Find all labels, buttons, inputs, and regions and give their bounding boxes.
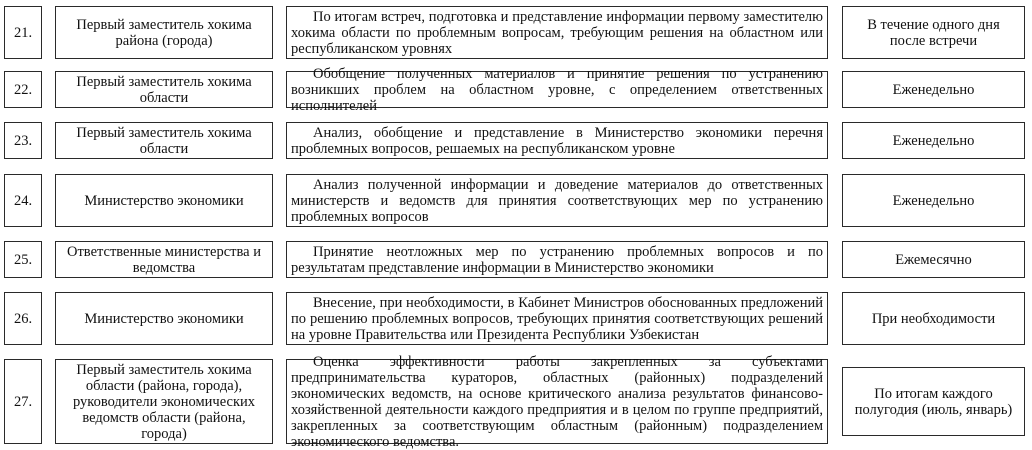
row-number: 27. (4, 359, 42, 444)
action-text: Оценка эффективности работы закрепленных за субъектами предпринимательства кураторов, областных (районных) подразделений экономических ведомств, на основе критического анализа результатов финансово-хозяйственной деятельности каждого предприятия и в целом по группе предприятий, закрепленных за соответствующим областным (районным) подразделением экономического ведомства. (291, 353, 823, 450)
row-number: 26. (4, 292, 42, 345)
action-text: Анализ, обобщение и представление в Министерство экономики перечня проблемных вопросов, решаемых на республиканском уровне (291, 124, 823, 157)
table-row-22 (0, 65, 1032, 114)
action-cell (286, 353, 828, 450)
responsible-cell: Первый заместитель хокима области (55, 71, 273, 108)
action-text: Внесение, при необходимости, в Кабинет Министров обоснованных предложений по решению проблемных вопросов, требующих принятия соответствующих решений на уровне Правительства или Президента Республики Узбекистан (291, 294, 823, 343)
row-number: 23. (4, 122, 42, 159)
table-row-24 (0, 174, 1032, 227)
row-number: 24. (4, 174, 42, 227)
responsible-cell: Первый заместитель хокима района (города) (55, 6, 273, 59)
deadline-cell: Еженедельно (842, 71, 1025, 108)
deadline-cell: Еженедельно (842, 174, 1025, 227)
responsible-cell: Ответственные министерства и ведомства (55, 241, 273, 278)
action-cell (286, 65, 828, 114)
action-cell (286, 241, 828, 278)
row-number: 22. (4, 71, 42, 108)
action-cell (286, 6, 828, 59)
table-row-21 (0, 6, 1032, 59)
deadline-cell: Ежемесячно (842, 241, 1025, 278)
action-text: Принятие неотложных мер по устранению проблемных вопросов и по результатам представление информации в Министерство экономики (291, 243, 823, 276)
action-text: Обобщение полученных материалов и принятие решения по устранению возникших проблем на областном уровне, с определением ответственных исполнителей (291, 65, 823, 114)
action-cell (286, 122, 828, 159)
row-number: 21. (4, 6, 42, 59)
responsible-cell: Министерство экономики (55, 292, 273, 345)
deadline-cell: В течение одного дня после встречи (842, 6, 1025, 59)
responsible-cell: Первый заместитель хокима области (55, 122, 273, 159)
action-text: Анализ полученной информации и доведение материалов до ответственных министерств и ведомств для принятия соответствующих мер по устранению проблемных вопросов (291, 176, 823, 225)
action-cell (286, 174, 828, 227)
table-row-23 (0, 122, 1032, 159)
row-number: 25. (4, 241, 42, 278)
table-row-27 (0, 353, 1032, 450)
table-row-26 (0, 292, 1032, 345)
table-row-25 (0, 241, 1032, 278)
responsible-cell: Министерство экономики (55, 174, 273, 227)
deadline-cell: Еженедельно (842, 122, 1025, 159)
deadline-cell: По итогам каждого полугодия (июль, январь) (842, 367, 1025, 436)
action-text: По итогам встреч, подготовка и представление информации первому заместителю хокима области по проблемным вопросам, требующим решения на областном или республиканском уровнях (291, 8, 823, 57)
deadline-cell: При необходимости (842, 292, 1025, 345)
responsible-cell: Первый заместитель хокима области (района, города), руководители экономических ведомств области (района, города) (55, 359, 273, 444)
action-cell (286, 292, 828, 345)
